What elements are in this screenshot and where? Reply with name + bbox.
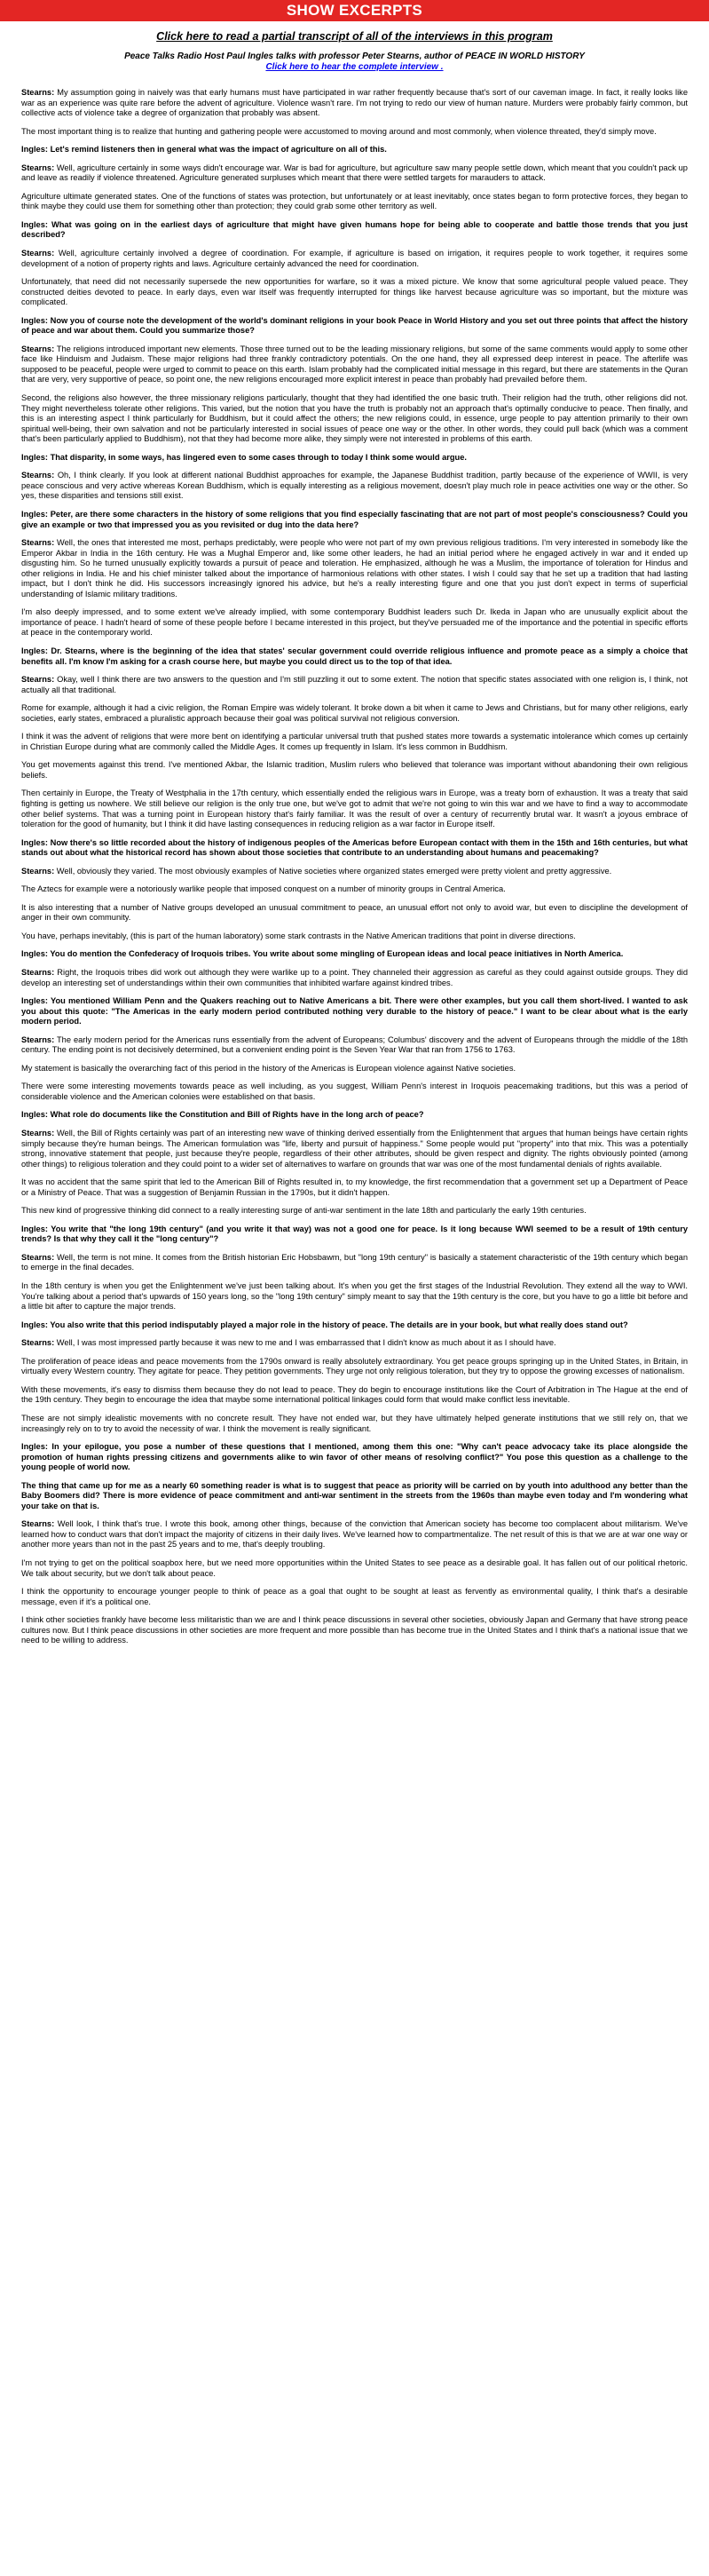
paragraph-text: You mentioned William Penn and the Quakers reaching out to Native Americans a bit. There were other examples, but you call them short-lived. I wanted to ask you about this quote: "The Americas in the early modern period contributed nothing very durable to the history of peace." I want to be clear about what is the early modern period. <box>21 996 688 1026</box>
transcript-paragraph <box>21 277 688 308</box>
transcript-paragraph <box>21 903 688 923</box>
speaker-label: Ingles: <box>21 145 48 155</box>
transcript-link[interactable]: Click here to read a partial transcript of all of the interviews in this program <box>156 30 553 43</box>
transcript-paragraph <box>21 760 688 781</box>
speaker-label: Ingles: <box>21 1224 48 1233</box>
transcript-paragraph <box>21 996 688 1027</box>
paragraph-text: Well, the Bill of Rights certainly was part of an interesting new wave of thinking derived essentially from the Enlightenment that argues that human beings have certain rights simply because they're human beings. The American formulation was "life, liberty and pursuit of happiness." Some people would put "property" into that mix. This was a potentially strong, innovative statement that people, just because they're people, regardless of their other attributes, should be given respect and dignity. The rights obviously pointed (among other things) to religious toleration and they could point to a wider set of alternatives to warfare on grounds that war was one of the most fundamental denials of rights available. <box>21 1129 688 1169</box>
paragraph-text: Unfortunately, that need did not necessarily supersede the new opportunities for warfare, so it was a mixed picture. We know that some agricultural people valued peace. They constructed deities devoted to peace. In early days, even war itself was frequently interrupted for things like harvest because agriculture was so important, but the mixture was complicated. <box>21 277 688 307</box>
speaker-label: Ingles: <box>21 1320 48 1329</box>
transcript-paragraph <box>21 88 688 119</box>
transcript-paragraph <box>21 1110 688 1121</box>
transcript-paragraph <box>21 867 688 877</box>
speaker-label: Ingles: <box>21 646 48 655</box>
paragraph-text: My assumption going in naively was that early humans must have participated in war rather frequently because that's sort of our caveman image. In fact, it really looks like war as an experience was quite rare before the advent of agriculture. Violence wasn't rare. I'm not trying to redo our view of human nature. Murders were probably fairly common, but collective acts of violence take a degree of organization that probably was absent. <box>21 88 688 118</box>
transcript-paragraph <box>21 1177 688 1198</box>
paragraph-text: You also write that this period indisputably played a major role in the history of peace. The details are in your book, but what really does stand out? <box>50 1320 628 1329</box>
paragraph-text: It is also interesting that a number of Native groups developed an unusual commitment to peace, an unusual effort not only to avoid war, but even to discipline the development of anger in their own community. <box>21 902 688 923</box>
paragraph-text: It was no accident that the same spirit that led to the American Bill of Rights resulted in, to my knowledge, the first recommendation that a government set up a Department of Peace or a Ministry of Peace. That was a suggestion of Benjamin Russian in the 1790s, but it didn't happen. <box>21 1177 688 1197</box>
transcript-paragraph <box>21 1320 688 1331</box>
paragraph-text: Well, I was most impressed partly because it was new to me and I was embarrassed that I didn't know as much about it as I should have. <box>56 1338 556 1348</box>
speaker-label: Stearns: <box>21 1252 55 1262</box>
transcript-paragraph <box>21 453 688 464</box>
speaker-label: Stearns: <box>21 471 55 480</box>
transcript-paragraph <box>21 345 688 385</box>
transcript-paragraph <box>21 1082 688 1102</box>
paragraph-text: Agriculture ultimate generated states. One of the functions of states was protection, but unfortunately or at least inevitably, once states began to form protective forces, they began to think maybe they could use them for something other than protection; they could grab some other territory as well. <box>21 191 688 211</box>
transcript-paragraph <box>21 1519 688 1550</box>
transcript-paragraph <box>21 1035 688 1056</box>
paragraph-text: That disparity, in some ways, has lingered even to some cases through to today I think some would argue. <box>50 452 467 462</box>
paragraph-text: The early modern period for the Americas runs essentially from the advent of Europeans; Columbus' discovery and the advent of Europeans through the middle of the 18th century. The ending point is not decisively determined, but a convenient ending point is the Seven Year War that ran from 1756 to 1763. <box>21 1034 688 1055</box>
transcript-paragraph <box>21 1442 688 1473</box>
transcript-paragraph <box>21 931 688 942</box>
speaker-label: Stearns: <box>21 249 55 258</box>
transcript-paragraph <box>21 732 688 752</box>
transcript-paragraph <box>21 675 688 695</box>
transcript-paragraph <box>21 884 688 895</box>
transcript-paragraph <box>21 1587 688 1607</box>
content <box>0 30 709 1646</box>
intro <box>21 52 688 72</box>
transcript-paragraph <box>21 949 688 960</box>
speaker-label: Ingles: <box>21 315 48 325</box>
paragraph-text: What was going on in the earliest days of agriculture that might have given humans hope for being able to cooperate and battle those trends that you just described? <box>21 219 688 240</box>
paragraph-text: My statement is basically the overarching fact of this period in the history of the Americas is European violence against Native societies. <box>21 1063 516 1073</box>
complete-interview-link[interactable]: Click here to hear the complete interview . <box>265 62 444 72</box>
paragraph-text: Well look, I think that's true. I wrote this book, among other things, because of the conviction that American society has become too complacent about militarism. We've learned how to conduct wars that don't impact the majority of citizens in their daily lives. We've learned how to compartmentalize. The net result of this is that we are at war one way or another more years than not in the past 25 years and to me, that's deeply troubling. <box>21 1519 688 1550</box>
paragraph-text: Now you of course note the development of the world's dominant religions in your book Peace in World History and you set out three points that affect the history of peace and war about them. Could you summarize those? <box>21 315 688 336</box>
transcript-paragraph <box>21 1206 688 1217</box>
transcript-paragraph <box>21 1558 688 1579</box>
paragraph-text: Second, the religions also however, the three missionary religions particularly, thought that they had identified the one basic truth. Their religion had the truth, other religions did not. They might nevertheless tolerate other religions. This varied, but the notion that you have the truth is probably not an approach that's optimally conducive to peace. Then finally, and this is an interesting aspect I think particularly for Buddhism, but it could affect the others; the new religions could, in essence, urge people to pay attention primarily to their own spiritual well-being, their own salvation and not be particularly interested in social issues of peace one way or the other. In other words, they could pull back (which was a comment that's been particularly applied to Buddhism), not that they had become more alike, they simply were not interested in problems of this earth. <box>21 393 688 444</box>
paragraph-text: The Aztecs for example were a notoriously warlike people that imposed conquest on a number of minority groups in Central America. <box>21 884 506 894</box>
speaker-label: Ingles: <box>21 509 48 519</box>
transcript-paragraph <box>21 1338 688 1349</box>
transcript-paragraph <box>21 163 688 184</box>
speaker-label: Ingles: <box>21 1110 48 1120</box>
transcript-paragraph <box>21 1357 688 1377</box>
speaker-label: Stearns: <box>21 538 55 548</box>
paragraph-text: There were some interesting movements towards peace as well including, as you suggest, William Penn's interest in Iroquois peacemaking traditions, but this was a period of considerable violence and the American colonies were established on that basis. <box>21 1082 688 1101</box>
transcript-paragraph <box>21 1253 688 1273</box>
paragraph-text: Well, the term is not mine. It comes from the British historian Eric Hobsbawm, but "long 19th century" is basically a statement characteristic of the 19th century which began to emerge in the final decades. <box>21 1252 688 1272</box>
paragraph-text: Peter, are there some characters in the history of some religions that you find especially fascinating that are not part of most people's consciousness? Could you give an example or two that impressed you as you revisited or dug into the data here? <box>21 509 688 529</box>
paragraph-text: Now there's so little recorded about the history of indigenous peoples of the Americas before European contact with them in the 15th and 16th centuries, but what stands out about what the historical record has shown about those societies that contribute to an understanding about humans and peacemaking? <box>21 837 688 858</box>
transcript-paragraph <box>21 789 688 829</box>
paragraph-text: Well, agriculture certainly in some ways didn't encourage war. War is bad for agriculture, but agriculture saw many people settle down, which meant that you couldn't pack up and leave as readily if violence threatened. Agriculture generated surpluses which meant that there were settled targets for marauders to attack. <box>21 162 688 183</box>
paragraph-text: Well, the ones that interested me most, perhaps predictably, were people who were not part of my own previous religious traditions. I'm very interested in somebody like the Emperor Akbar in India in the 16th century. He was a Mughal Emperor and, like some other leaders, he had an initial period where he engaged actively in war and it ended up disgusting him. So he turned unusually explicitly towards a pursuit of peace and toleration. He emphasized, although he was a Muslim, the importance of toleration for Hindus and other religions in India. He and his chief minister talked about the importance of harmonious relations with other states. I wish I could say that he set up a tradition that had lasting impact, but I don't think he did. His successors increasingly ignored his advice, but he's a really interesting figure and one that you just don't expect in terms of superficial understanding of Islamic military traditions. <box>21 538 688 598</box>
speaker-label: Stearns: <box>21 1338 55 1348</box>
speaker-label: Ingles: <box>21 219 48 229</box>
paragraph-text: Well, agriculture certainly involved a degree of coordination. For example, if agriculture is based on irrigation, it requires people to work together, it requires some development of a notion of property rights and laws. Agriculture certainly advanced the need for coordination. <box>21 249 688 268</box>
transcript-paragraph <box>21 192 688 212</box>
header-bar <box>0 0 709 21</box>
transcript-paragraph <box>21 510 688 530</box>
paragraph-text: I think other societies frankly have become less militaristic than we are and I think peace discussions in several other societies, obviously Japan and Germany that have strong peace cultures now. But I think peace discussions in other societies are more frequent and more possible than has become true in the United States and I think that's a national issue that we need to be willing to address. <box>21 1615 688 1645</box>
transcript-paragraph <box>21 1481 688 1512</box>
transcript-paragraph <box>21 646 688 667</box>
transcript-paragraph <box>21 968 688 988</box>
paragraph-text: What role do documents like the Constitution and Bill of Rights have in the long arch of peace? <box>50 1110 424 1120</box>
paragraph-text: Right, the Iroquois tribes did work out although they were warlike up to a point. They channeled their aggression as careful as they could against outside groups. They did develop an interesting set of understandings within their own communities that inhibited warfare against kindred tribes. <box>21 968 688 987</box>
paragraph-text: With these movements, it's easy to dismiss them because they do not lead to peace. They do begin to encourage institutions like the Court of Arbitration in The Hague at the end of the 19th century. They begin to encourage the idea that maybe some international political linkages could form that would make conflict less inevitable. <box>21 1384 688 1405</box>
speaker-label: Stearns: <box>21 162 55 172</box>
paragraph-text: Okay, well I think there are two answers to the question and I'm still puzzling it out to some extent. The notion that specific states associated with one religion is, I think, not actually all that traditional. <box>21 675 688 694</box>
paragraph-text: I think it was the advent of religions that were more bent on identifying a particular universal truth that pushed states more towards a systematic intolerance which comes up certainly in Christian Europe during what are commonly called the Middle Ages. It comes up frequently in Islam. It's less common in Buddhism. <box>21 732 688 751</box>
transcript-paragraph <box>21 538 688 599</box>
speaker-label: Stearns: <box>21 1519 55 1529</box>
speaker-label: Stearns: <box>21 1129 55 1138</box>
transcript-paragraph <box>21 1064 688 1074</box>
speaker-label: Ingles: <box>21 996 48 1006</box>
transcript-paragraph <box>21 1385 688 1406</box>
transcript-paragraph <box>21 1615 688 1646</box>
speaker-label: Stearns: <box>21 344 55 353</box>
transcript <box>21 88 688 1646</box>
speaker-label: Stearns: <box>21 1034 55 1044</box>
transcript-paragraph <box>21 1129 688 1169</box>
paragraph-text: You write that "the long 19th century" (and you write it that way) was not a good one for peace. Is it long because WWI seemed to be a result of 19th century trends? Is that why they call it the "long century"? <box>21 1224 689 1244</box>
paragraph-text: Well, obviously they varied. The most obviously examples of Native societies where organized states emerged were pretty violent and pretty aggressive. <box>56 866 612 876</box>
speaker-label: Ingles: <box>21 949 48 959</box>
transcript-paragraph <box>21 1414 688 1434</box>
speaker-label: Ingles: <box>21 837 48 847</box>
transcript-paragraph <box>21 471 688 502</box>
paragraph-text: In your epilogue, you pose a number of these questions that I mentioned, among them this one: "Why can't peace advocacy take its place alongside the promotion of human rights pressing citizens and governments alike to win favor of other means of resolving conflict?" You pose this question as a challenge to the young people of world now. <box>21 1442 688 1472</box>
speaker-label: Stearns: <box>21 88 55 97</box>
paragraph-text: These are not simply idealistic movements with no concrete result. They have not ended war, but they have ultimately helped generate institutions that we still rely on, that we increasingly rely on to try to avoid the necessity of war. I think the movement is really significant. <box>21 1413 688 1433</box>
paragraph-text: This new kind of progressive thinking did connect to a really interesting surge of anti-war sentiment in the late 18th and particularly the early 19th centuries. <box>21 1206 587 1216</box>
transcript-paragraph <box>21 393 688 445</box>
paragraph-text: Rome for example, although it had a civic religion, the Roman Empire was widely tolerant. It broke down a bit when it came to Jews and Christians, but for many other religions, early societies, early states, embraced a pluralistic approach because their goal was political survival not religious conversion. <box>21 703 688 723</box>
paragraph-text: The thing that came up for me as a nearly 60 something reader is what is to suggest that peace as priority will be carried on by youth into adulthood any better than the Baby Boomers did? There is more evidence of peace commitment and anti-war sentiment in the streets from the 1960s than maybe even today and I'm wondering what your take on that is. <box>21 1480 688 1510</box>
paragraph-text: I think the opportunity to encourage younger people to think of peace as a goal that ought to be sought at least as fervently as environmental quality, I think that's a desirable message, even if it's a political one. <box>21 1587 688 1606</box>
intro-line: Peace Talks Radio Host Paul Ingles talks with professor Peter Stearns, author of PEACE IN WORLD HISTORY <box>124 52 585 61</box>
transcript-paragraph <box>21 703 688 724</box>
paragraph-text: Oh, I think clearly. If you look at different national Buddhist approaches for example, the Japanese Buddhist tradition, partly because of the experience of WWII, is very peace conscious and very active whereas Korean Buddhism, which is equally interesting as a religious movement, doesn't play much role in peace activities one way or the other. So yes, these disparities and tensions still exist. <box>21 471 688 501</box>
transcript-paragraph <box>21 1281 688 1312</box>
paragraph-text: The most important thing is to realize that hunting and gathering people were accustomed to moving around and most commonly, when violence threated, they'd simply move. <box>21 126 657 136</box>
paragraph-text: You have, perhaps inevitably, (this is part of the human laboratory) some stark contrasts in the Native American traditions that point in diverse directions. <box>21 931 576 940</box>
speaker-label: Ingles: <box>21 1442 48 1452</box>
paragraph-text: I'm not trying to get on the political soapbox here, but we need more opportunities within the United States to see peace as a desirable goal. It has fallen out of our political rhetoric. We talk about security, but we don't talk about peace. <box>21 1557 688 1578</box>
transcript-paragraph <box>21 220 688 241</box>
paragraph-text: The proliferation of peace ideas and peace movements from the 1790s onward is really absolutely extraordinary. You get peace groups springing up in the United States, in Britain, in virtually every Western country. They agitate for peace. They petition governments. They urge not only religious toleration, but they try to oppose the growing excesses of nationalism. <box>21 1356 688 1376</box>
speaker-label: Stearns: <box>21 968 55 977</box>
paragraph-text: Then certainly in Europe, the Treaty of Westphalia in the 17th century, which essentially ended the religious wars in Europe, was a treaty born of exhaustion. It was a treaty that said fighting is getting us nowhere. We still believe our religion is the only true one, but we've got to admit that we're not going to win this war and we have to find a way to accommodate other belief systems. That was a turning point in European history that's fairly familiar. It was the result of over a century of recurrently brutal war. It wasn't a joyous embrace of toleration for the good of humanity, but I think it did have lasting consequences in reducing religion as a war factor in Europe itself. <box>21 789 688 829</box>
transcript-paragraph <box>21 145 688 155</box>
transcript-paragraph <box>21 316 688 337</box>
paragraph-text: The religions introduced important new elements. Those three turned out to be the leading missionary religions, but some of the same comments would apply to some other face like Hinduism and Judaism. These major religions had three frankly contradictory potentials. On the one hand, they all expressed deep interest in peace. The afterlife was supposed to be peaceful, people were urged to commit to peace on this earth. Islam probably had the complicated initial message in this regard, but there are statements in the Quran that are very, very supportive of peace, so point one, the new religions encouraged more explicit interest in peace than probably had prevailed before them. <box>21 344 688 384</box>
paragraph-text: Dr. Stearns, where is the beginning of the idea that states' secular government could override religious influence and promote peace as a simply a choice that benefits all. I'm know I'm asking for a crash course here, but maybe you could direct us to the top of that idea. <box>21 646 688 666</box>
transcript-paragraph <box>21 127 688 138</box>
transcript-paragraph <box>21 1225 688 1245</box>
speaker-label: Ingles: <box>21 452 48 462</box>
transcript-paragraph <box>21 838 688 859</box>
paragraph-text: You do mention the Confederacy of Iroquois tribes. You write about some mingling of European ideas and local peace initiatives in North America. <box>50 949 624 959</box>
speaker-label: Stearns: <box>21 675 55 685</box>
transcript-paragraph <box>21 607 688 638</box>
paragraph-text: Let's remind listeners then in general what was the impact of agriculture on all of this. <box>50 145 387 155</box>
paragraph-text: I'm also deeply impressed, and to some extent we've already implied, with some contemporary Buddhist leaders such Dr. Ikeda in Japan who are unusually explicit about the importance of peace. I hadn't heard of some of these people before I became interested in this project, but they've persuaded me of the importance and the potential in specific efforts at peace in the contemporary world. <box>21 607 688 638</box>
page-title: SHOW EXCERPTS <box>286 2 423 19</box>
speaker-label: Stearns: <box>21 866 55 876</box>
paragraph-text: In the 18th century is when you get the Enlightenment we've just been talking about. It's when you get the first stages of the Industrial Revolution. They extend all the way to WWI. You're talking about a period that's upwards of 150 years long, so the "long 19th century" simply meant to say that the 19th century is the core, but you have to go a little bit before and a little bit after to capture the major trends. <box>21 1281 688 1312</box>
paragraph-text: You get movements against this trend. I've mentioned Akbar, the Islamic tradition, Muslim rulers who believed that tolerance was important without abandoning their own religious beliefs. <box>21 760 688 780</box>
transcript-paragraph <box>21 249 688 269</box>
